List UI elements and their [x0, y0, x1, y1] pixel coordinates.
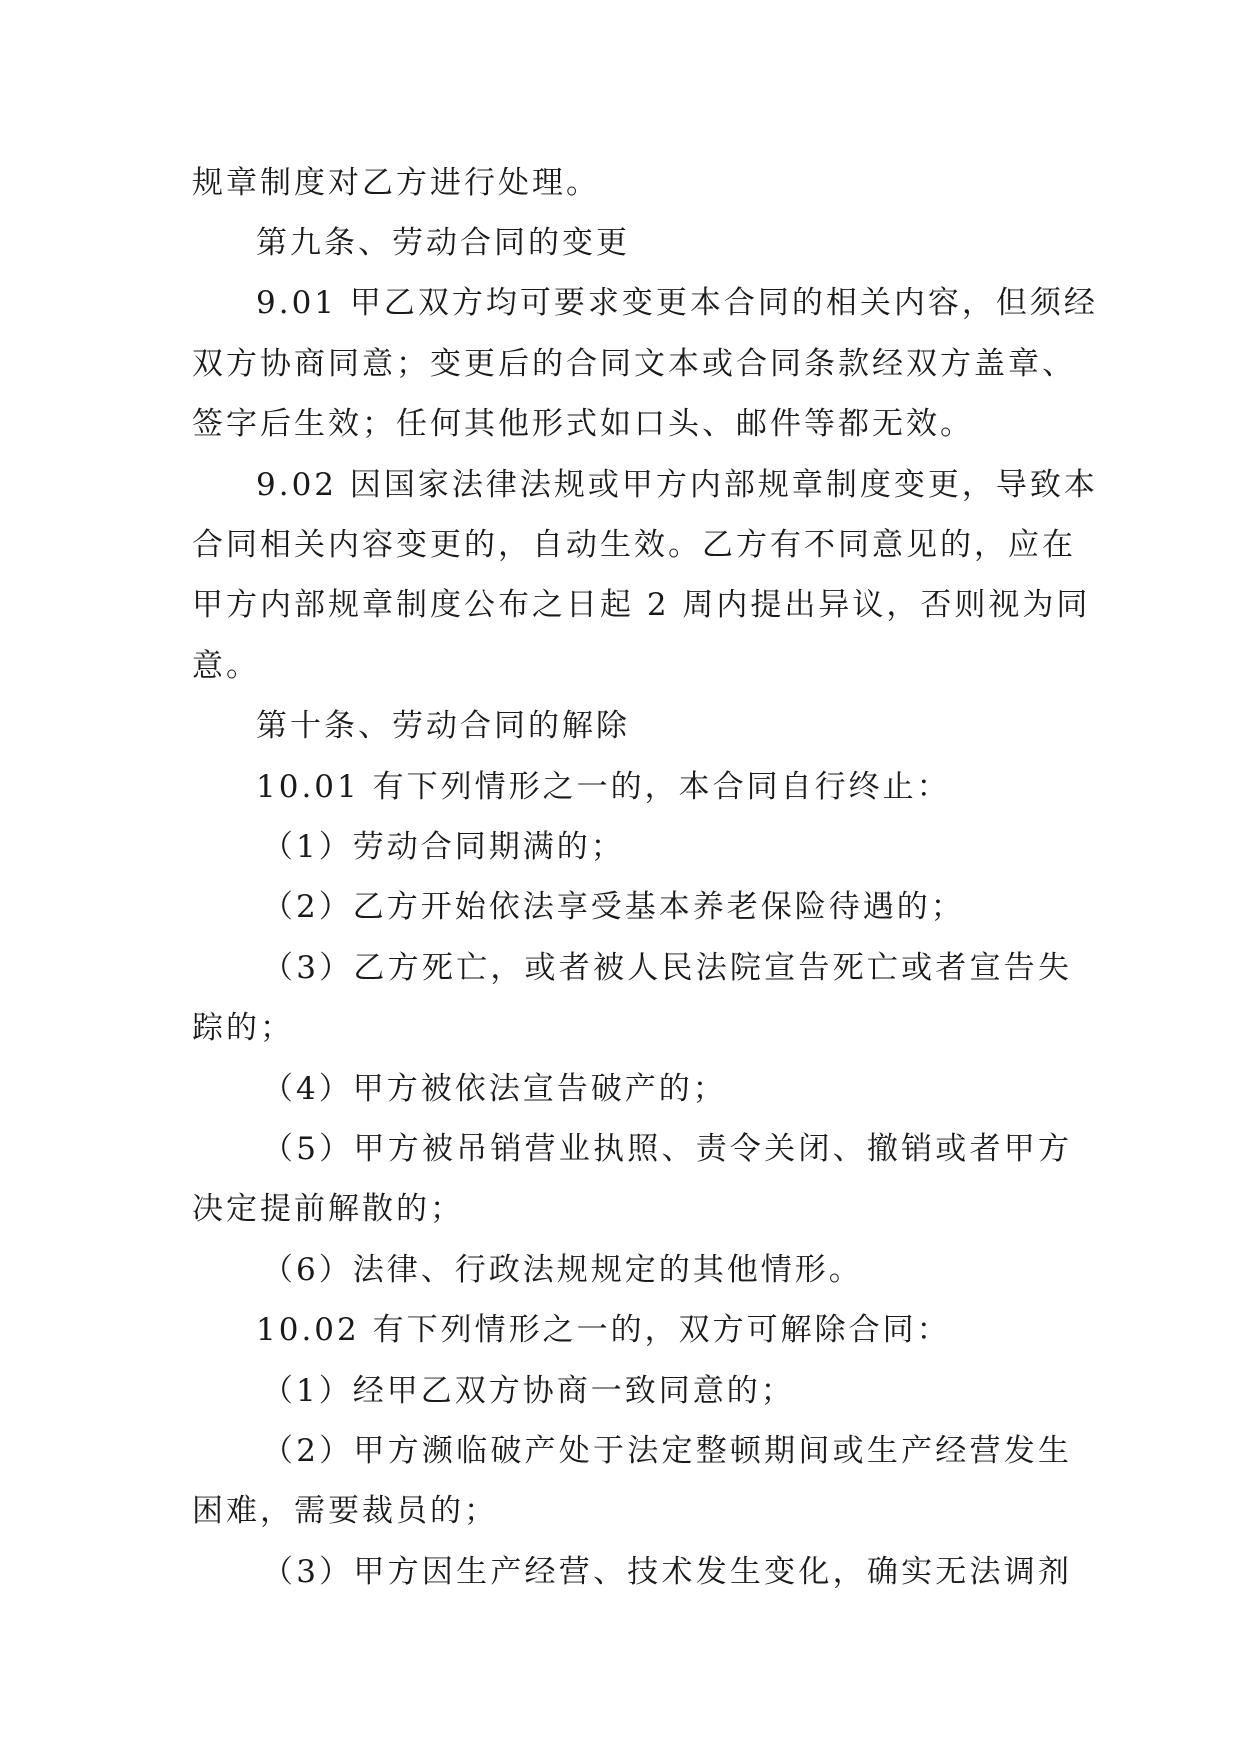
text-line: 甲方内部规章制度公布之日起 2 周内提出异议，否则视为同: [192, 587, 1091, 623]
list-item: （2）乙方开始依法享受基本养老保险待遇的；: [262, 889, 965, 925]
text-line: 签字后生效；任何其他形式如口头、邮件等都无效。: [192, 406, 974, 442]
section-heading-article-10: 第十条、劳动合同的解除: [256, 708, 630, 744]
text-line: 合同相关内容变更的，自动生效。乙方有不同意见的，应在: [192, 527, 1076, 563]
text-line: 决定提前解散的；: [192, 1191, 464, 1227]
list-item: （1）劳动合同期满的；: [262, 829, 625, 865]
text-line: 双方协商同意；变更后的合同文本或合同条款经双方盖章、: [192, 346, 1076, 382]
list-item: （4）甲方被依法宣告破产的；: [262, 1071, 727, 1107]
section-heading-article-9: 第九条、劳动合同的变更: [256, 225, 630, 261]
text-line: 规章制度对乙方进行处理。: [192, 165, 600, 201]
list-item: （6）法律、行政法规规定的其他情形。: [262, 1252, 863, 1288]
text-line: 9.01 甲乙双方均可要求变更本合同的相关内容，但须经: [256, 285, 1098, 321]
text-line: 9.02 因国家法律法规或甲方内部规章制度变更，导致本: [256, 467, 1098, 503]
text-line: 踪的；: [192, 1010, 294, 1046]
text-line: 10.01 有下列情形之一的，本合同自行终止：: [256, 769, 951, 805]
list-item: （3）甲方因生产经营、技术发生变化，确实无法调剂: [262, 1554, 1072, 1590]
text-line: 意。: [192, 648, 260, 684]
list-item: （5）甲方被吊销营业执照、责令关闭、撤销或者甲方: [262, 1131, 1072, 1167]
list-item: （3）乙方死亡，或者被人民法院宣告死亡或者宣告失: [262, 950, 1072, 986]
text-line: 10.02 有下列情形之一的，双方可解除合同：: [256, 1312, 951, 1348]
text-line: 困难，需要裁员的；: [192, 1493, 498, 1529]
list-item: （2）甲方濒临破产处于法定整顿期间或生产经营发生: [262, 1433, 1072, 1469]
list-item: （1）经甲乙双方协商一致同意的；: [262, 1373, 795, 1409]
